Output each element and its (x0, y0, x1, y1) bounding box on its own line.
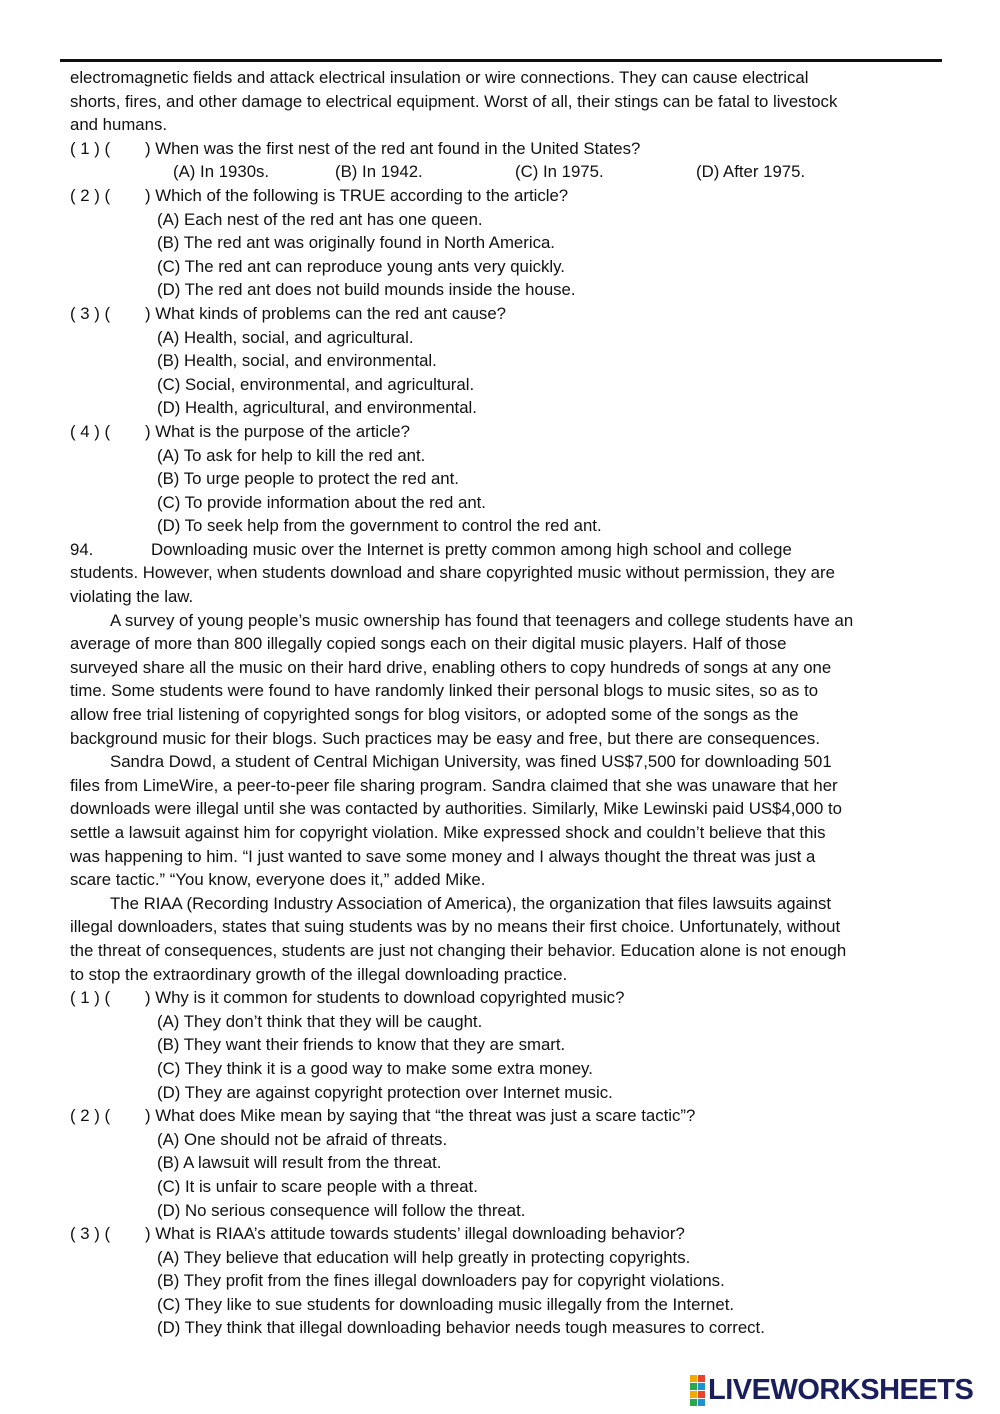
text-line: average of more than 800 illegally copied songs each on their digital music players. Half of those (70, 634, 787, 654)
option-d: (D) They think that illegal downloading behavior needs tough measures to correct. (157, 1318, 765, 1338)
option-b: (B) In 1942. (335, 162, 423, 182)
intro-paragraph (70, 66, 930, 137)
text-line: The RIAA (Recording Industry Association of America), the organization that files lawsuits against (110, 893, 832, 913)
question-number: ( 3 ) ( (70, 1224, 111, 1244)
options-row (70, 160, 930, 184)
question-number: ( 1 ) ( (70, 138, 111, 158)
worksheet-body (70, 66, 930, 1340)
text-line: settle a lawsuit against him for copyright violation. Mike expressed shock and couldn’t believe that this (70, 823, 826, 842)
text-line: Sandra Dowd, a student of Central Michigan University, was fined US$7,500 for downloading 501 (110, 752, 832, 772)
question-stem: ) What kinds of problems can the red ant cause? (145, 303, 506, 323)
option-a: (A) In 1930s. (173, 162, 270, 182)
text-line: files from LimeWire, a peer-to-peer file sharing program. Sandra claimed that she was unaware that her (70, 775, 838, 795)
option-c: (C) To provide information about the red ant. (157, 492, 486, 512)
option-b: (B) A lawsuit will result from the threat. (157, 1153, 442, 1173)
option-c: (C) They think it is a good way to make some extra money. (157, 1058, 593, 1078)
option-d: (D) The red ant does not build mounds inside the house. (157, 280, 576, 300)
question-94-3 (70, 1222, 930, 1340)
text-line: violating the law. (70, 587, 194, 607)
question-93-4 (70, 420, 930, 538)
text-line: scare tactic.” “You know, everyone does it,” added Mike. (70, 870, 486, 890)
option-a: (A) To ask for help to kill the red ant. (157, 445, 426, 465)
option-d: (D) After 1975. (696, 162, 806, 182)
option-b: (B) Health, social, and environmental. (157, 351, 437, 371)
option-b: (B) They want their friends to know that they are smart. (157, 1035, 566, 1055)
question-stem: ) What is RIAA’s attitude towards students’ illegal downloading behavior? (145, 1224, 685, 1244)
option-a: (A) They believe that education will help greatly in protecting copyrights. (157, 1247, 691, 1267)
logo-tile (698, 1399, 705, 1406)
question-93-2 (70, 184, 930, 302)
option-c: (C) Social, environmental, and agricultural. (157, 374, 475, 394)
logo-tile (690, 1375, 697, 1382)
option-d: (D) Health, agricultural, and environmental. (157, 398, 477, 418)
question-number: ( 2 ) ( (70, 1106, 111, 1126)
liveworksheets-logo[interactable] (690, 1376, 973, 1404)
text-line: students. However, when students download and share copyrighted music without permission, they are (70, 563, 835, 583)
text-line: time. Some students were found to have randomly linked their personal blogs to music sites, so as to (70, 681, 819, 701)
option-b: (B) They profit from the fines illegal downloaders pay for copyright violations. (157, 1271, 725, 1291)
question-number: ( 2 ) ( (70, 185, 111, 205)
text-line: the threat of consequences, students are just not changing their behavior. Education alone is not enough (70, 940, 847, 960)
option-d: (D) No serious consequence will follow the threat. (157, 1200, 526, 1220)
option-b: (B) To urge people to protect the red ant. (157, 469, 459, 489)
question-94-1 (70, 986, 930, 1104)
logo-tile (698, 1383, 705, 1390)
option-c: (C) In 1975. (515, 162, 604, 182)
option-a: (A) One should not be afraid of threats. (157, 1129, 448, 1149)
logo-tile (690, 1391, 697, 1398)
text-line: was happening to him. “I just wanted to save some money and I always thought the threat was just a (70, 846, 816, 866)
option-a: (A) Health, social, and agricultural. (157, 327, 414, 347)
text-line: shorts, fires, and other damage to electrical equipment. Worst of all, their stings can be fatal to livestock (70, 91, 838, 111)
question-stem: ) What is the purpose of the article? (145, 421, 410, 441)
option-c: (C) It is unfair to scare people with a threat. (157, 1176, 478, 1196)
question-94-2 (70, 1104, 930, 1222)
question-stem: ) Why is it common for students to download copyrighted music? (145, 988, 625, 1008)
option-b: (B) The red ant was originally found in North America. (157, 233, 555, 253)
question-stem: ) Which of the following is TRUE according to the article? (145, 185, 569, 205)
text-line: A survey of young people’s music ownership has found that teenagers and college students have an (110, 610, 854, 630)
question-93-3 (70, 302, 930, 420)
logo-text: LIVEWORKSHEETS (708, 1374, 974, 1406)
option-a: (A) Each nest of the red ant has one queen. (157, 209, 483, 229)
logo-tile (690, 1399, 697, 1406)
text-line: downloads were illegal until she was contacted by authorities. Similarly, Mike Lewinski paid US$4,000 to (70, 799, 843, 819)
question-stem: ) When was the first nest of the red ant found in the United States? (145, 138, 641, 158)
question-stem: ) What does Mike mean by saying that “the threat was just a scare tactic”? (145, 1106, 696, 1126)
logo-tile (690, 1383, 697, 1390)
text-line: background music for their blogs. Such practices may be easy and free, but there are consequences. (70, 728, 820, 748)
question-93-1 (70, 137, 930, 184)
text-line: Downloading music over the Internet is pretty common among high school and college (151, 539, 792, 559)
text-line: electromagnetic fields and attack electrical insulation or wire connections. They can cause electrical (70, 68, 809, 87)
text-line: and humans. (70, 115, 168, 135)
option-c: (C) The red ant can reproduce young ants very quickly. (157, 256, 565, 276)
top-rule (60, 59, 942, 62)
option-d: (D) They are against copyright protection over Internet music. (157, 1082, 613, 1102)
text-line: allow free trial listening of copyrighted songs for blog visitors, or adopted some of the songs as the (70, 705, 799, 725)
text-line: surveyed share all the music on their hard drive, enabling others to copy hundreds of songs at any one (70, 657, 832, 677)
option-d: (D) To seek help from the government to control the red ant. (157, 516, 602, 536)
logo-tile (698, 1391, 705, 1398)
question-number: ( 4 ) ( (70, 421, 111, 441)
passage-number: 94. (70, 539, 94, 559)
question-number: ( 1 ) ( (70, 988, 111, 1008)
option-c: (C) They like to sue students for downloading music illegally from the Internet. (157, 1294, 735, 1314)
logo-mark-icon (690, 1375, 705, 1406)
text-line: illegal downloaders, states that suing students was by no means their first choice. Unfortunately, without (70, 917, 841, 937)
question-number: ( 3 ) ( (70, 303, 111, 323)
passage-94 (70, 538, 930, 986)
option-a: (A) They don’t think that they will be caught. (157, 1011, 483, 1031)
text-line: to stop the extraordinary growth of the illegal downloading practice. (70, 964, 568, 984)
logo-tile (698, 1375, 705, 1382)
